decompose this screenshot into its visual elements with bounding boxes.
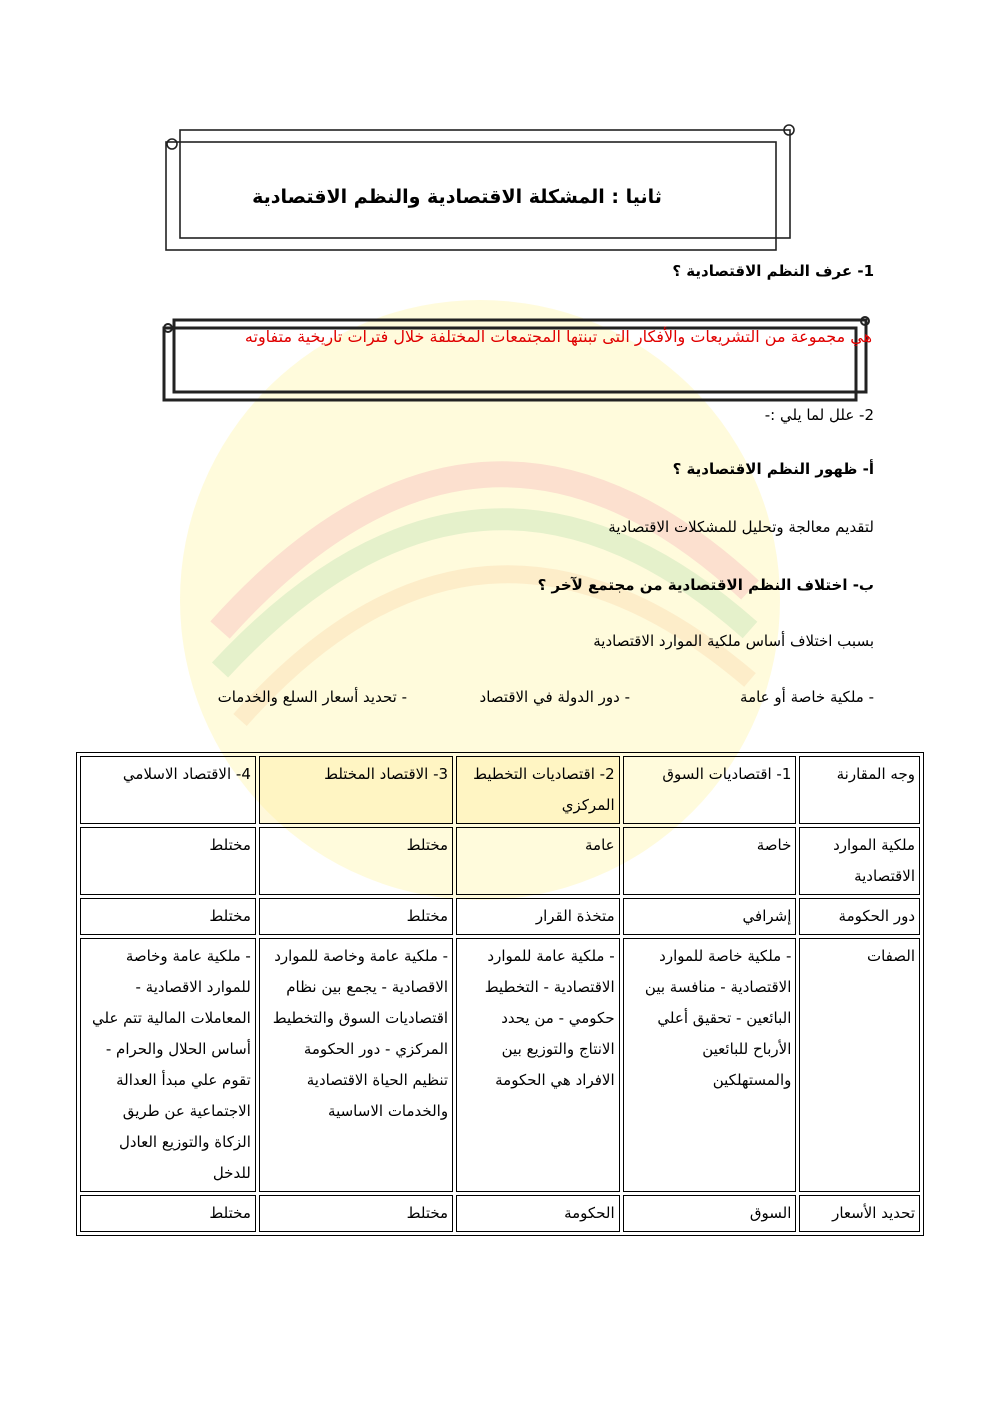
table-cell: الحكومة bbox=[456, 1195, 620, 1232]
table-row bbox=[80, 1195, 920, 1232]
table-cell: - ملكية عامة للموارد الاقتصادية - التخطيط حكومي - من يحدد الانتاج والتوزيع بين الافراد هي الحكومة bbox=[456, 938, 620, 1192]
table-cell: عامة bbox=[456, 827, 620, 895]
table-cell: إشرافي bbox=[623, 898, 797, 935]
question-2b: ب- اختلاف النظم الاقتصادية من مجتمع لآخر ؟ bbox=[537, 576, 874, 594]
table-cell: - ملكية عامة وخاصة للموارد الاقصادية - المعاملات المالية تتم علي أساس الحلال والحرام - تقوم علي مبدأ العدالة الاجتماعية عن طريق الزكاة والتوزيع العادل للدخل bbox=[80, 938, 256, 1192]
header-cell: 2- اقتصاديات التخطيط المركزي bbox=[456, 756, 620, 824]
table-cell: متخذة القرار bbox=[456, 898, 620, 935]
row-label: ملكية الموارد الاقتصادية bbox=[799, 827, 920, 895]
basis-ownership: - ملكية خاصة أو عامة bbox=[740, 688, 874, 706]
table-cell: خاصة bbox=[623, 827, 797, 895]
basis-state-role: - دور الدولة في الاقتصاد bbox=[479, 688, 630, 706]
table-row bbox=[80, 898, 920, 935]
table-cell: مختلط bbox=[80, 898, 256, 935]
table-row bbox=[80, 827, 920, 895]
table-cell: مختلط bbox=[80, 1195, 256, 1232]
table-cell: مختلط bbox=[259, 1195, 453, 1232]
header-cell: 1- اقتصاديات السوق bbox=[623, 756, 797, 824]
answer-2b: بسبب اختلاف أساس ملكية الموارد الاقتصادية bbox=[593, 632, 874, 650]
row-label: الصفات bbox=[799, 938, 920, 1192]
answer-2a: لتقديم معالجة وتحليل للمشكلات الاقتصادية bbox=[608, 518, 874, 536]
table-cell: مختلط bbox=[259, 898, 453, 935]
table-cell: مختلط bbox=[80, 827, 256, 895]
header-cell: 3- الاقتصاد المختلط bbox=[259, 756, 453, 824]
table-cell: - ملكية عامة وخاصة للموارد الاقصادية - يجمع بين نظام اقتصاديات السوق والتخطيط المركزي - دور الحكومة تنظيم الحياة الاقتصادية والخدمات الاساسية bbox=[259, 938, 453, 1192]
table-cell: السوق bbox=[623, 1195, 797, 1232]
header-cell: 4- الاقتصاد الاسلامي bbox=[80, 756, 256, 824]
definition-text: هي مجموعة من التشريعات والأفكار التى تبنتها المجتمعات المختلفة خلال فترات تاريخية متفاوته bbox=[244, 327, 872, 346]
table-cell: - ملكية خاصة للموارد الاقتصادية - منافسة بين البائعين - تحقيق أعلي الأرباح للبائعين والمستهلكين bbox=[623, 938, 797, 1192]
table-row bbox=[80, 938, 920, 1192]
table-header-row bbox=[80, 756, 920, 824]
question-2: 2- علل لما يلي :- bbox=[764, 406, 874, 424]
row-label: دور الحكومة bbox=[799, 898, 920, 935]
page-title: ثانيا : المشكلة الاقتصادية والنظم الاقتصادية bbox=[252, 186, 662, 208]
question-1: 1- عرف النظم الاقتصادية ؟ bbox=[672, 262, 874, 280]
table-cell: مختلط bbox=[259, 827, 453, 895]
header-cell: وجه المقارنة bbox=[799, 756, 920, 824]
question-2a: أ- ظهور النظم الاقتصادية ؟ bbox=[672, 460, 874, 478]
basis-pricing: - تحديد أسعار السلع والخدمات bbox=[217, 688, 407, 706]
row-label: تحديد الأسعار bbox=[799, 1195, 920, 1232]
comparison-table bbox=[76, 752, 924, 1236]
